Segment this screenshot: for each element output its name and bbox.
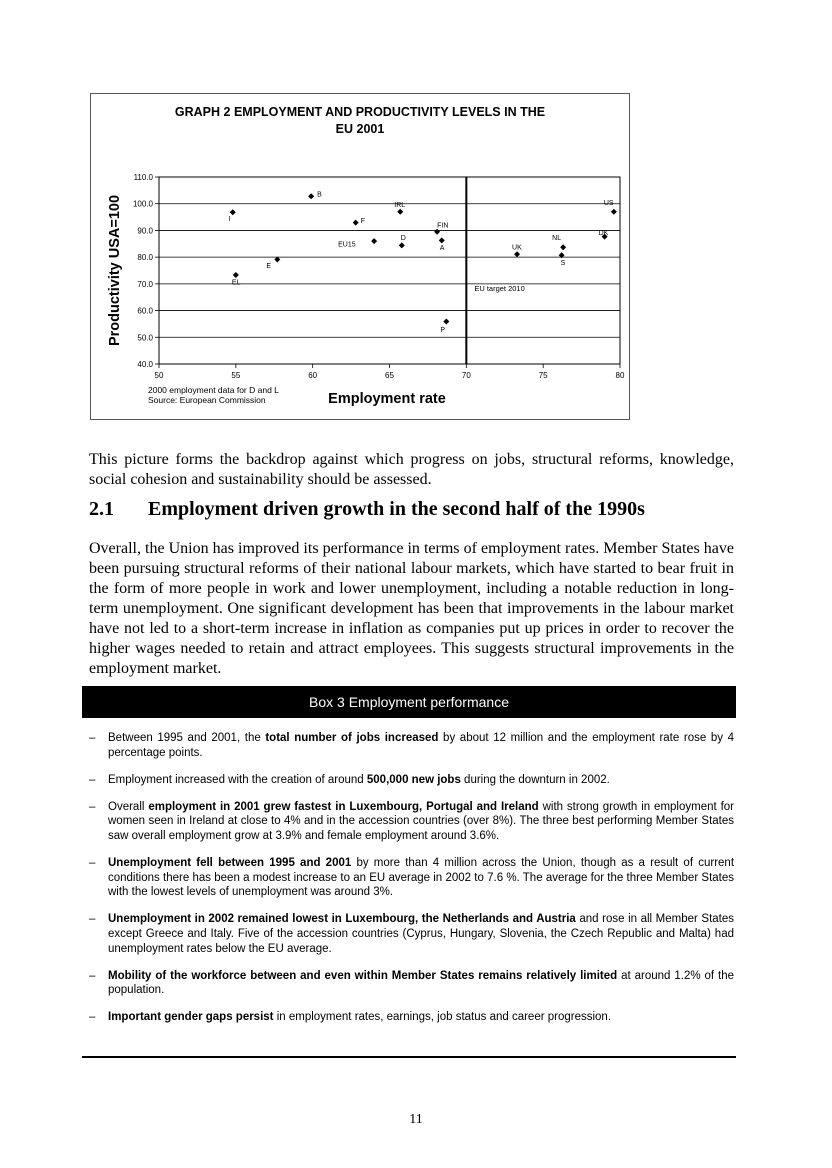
chart-notes — [148, 385, 279, 405]
item-text-bold: 500,000 new jobs — [366, 773, 461, 786]
y-tick-label: 60.0 — [137, 306, 153, 316]
chart-title-line-2: EU 2001 — [335, 122, 385, 136]
box-list-item — [89, 912, 734, 956]
box-bottom-rule — [82, 1056, 736, 1058]
point-label: NL — [552, 234, 562, 242]
item-text-post: at around 1.2% of the population. — [108, 969, 734, 997]
page-number: 11 — [409, 1112, 423, 1127]
chart-note-source: Source: European Commission — [148, 395, 266, 405]
x-tick-label: 70 — [461, 371, 471, 380]
x-tick-label: 60 — [308, 371, 318, 380]
item-text-post: with strong growth in employment for women seen in Ireland at close to 4% and in the accession countries (over 8%). The three best performing Member States saw overall employment grow at 3.9% and female employment around 3.6%. — [108, 800, 734, 842]
x-tick-label: 75 — [538, 371, 548, 380]
x-axis-title: Employment rate — [328, 391, 446, 407]
section-heading — [89, 497, 645, 521]
point-label: EL — [231, 279, 241, 287]
box-bullet-list — [89, 731, 734, 1037]
point-label: D — [400, 234, 406, 242]
item-text-post: and rose in all Member States except Greece and Italy. Five of the accession countries (Cyprus, Hungary, Slovenia, the Czech Republic and Malta) had unemployment rates below the EU average. — [108, 913, 734, 955]
y-tick-label: 40.0 — [137, 360, 153, 369]
data-point — [560, 244, 566, 250]
data-point — [230, 209, 236, 215]
target-label: EU target 2010 — [474, 284, 525, 294]
dash-bullet: – — [89, 800, 96, 813]
point-label: S — [560, 259, 566, 267]
y-tick-label: 50.0 — [137, 333, 153, 343]
data-point — [434, 229, 440, 235]
box-list-item — [89, 969, 734, 998]
scatter-chart — [90, 93, 630, 420]
item-text-bold: Unemployment fell between 1995 and 2001 — [108, 857, 352, 870]
data-point — [611, 209, 617, 215]
dash-bullet: – — [89, 969, 96, 982]
box-title: Box 3 Employment performance — [82, 686, 736, 718]
point-label: F — [360, 218, 365, 226]
item-text-pre: Employment increased with the creation of around — [108, 773, 367, 786]
item-text-pre: Between 1995 and 2001, the — [108, 732, 266, 744]
data-point — [308, 193, 314, 199]
item-text-post: by more than 4 million across the Union, though as a result of current conditions there has been a modest increase to an EU average in 2002 to 7.6 %. The average for the three Member States with the lowest levels of unemployment was around 3%. — [108, 857, 735, 899]
point-label: EU15 — [338, 241, 356, 249]
point-label: I — [228, 215, 231, 223]
item-text-bold: employment in 2001 grew fastest in Luxembourg, Portugal and Ireland — [148, 800, 539, 813]
data-point — [397, 209, 403, 215]
section-number: 2.1 — [89, 498, 114, 520]
dash-bullet: – — [89, 913, 96, 926]
y-tick-label: 70.0 — [137, 279, 153, 289]
intro-paragraph: This picture forms the backdrop against which progress on jobs, structural reforms, knowledge, social cohesion and sustainability should be assessed. — [89, 451, 734, 488]
data-point — [514, 251, 520, 257]
chart-note-data: 2000 employment data for D and L — [148, 385, 279, 395]
dash-bullet: – — [89, 1011, 96, 1024]
point-label: P — [440, 327, 446, 335]
item-text-post: during the downturn in 2002. — [460, 773, 610, 786]
item-text-post: by about 12 million and the employment rate rose by 4 percentage points. — [108, 732, 735, 759]
box-list-item — [89, 800, 734, 844]
item-text-post: in employment rates, earnings, job status and career progression. — [273, 1011, 612, 1024]
chart-title-line-1: GRAPH 2 EMPLOYMENT AND PRODUCTIVITY LEVELS IN THE — [174, 105, 546, 119]
point-label: DK — [598, 230, 609, 238]
data-point — [399, 242, 405, 248]
data-point — [371, 238, 377, 244]
x-tick-label: 65 — [385, 371, 394, 380]
y-tick-label: 90.0 — [137, 226, 153, 236]
dash-bullet: – — [89, 773, 96, 786]
item-text-bold: Important gender gaps persist — [108, 1011, 274, 1024]
data-point — [439, 237, 445, 243]
item-text-bold: Unemployment in 2002 remained lowest in Luxembourg, the Netherlands and Austria — [108, 913, 576, 926]
point-label: UK — [512, 244, 522, 252]
data-point — [233, 272, 239, 278]
section-paragraph: Overall, the Union has improved its performance in terms of employment rates. Member States have been pursuing structural reforms of their national labour markets, which have started to bear fruit in the form of more people in work and lower unemployment, including a notable reduction in long-term unemployment. One significant development has been that improvements in the labour market have not led to a short-term increase in inflation as companies put up prices in order to recover the higher wages needed to retain and attract employees. This suggests structural improvements in the employment market. — [89, 540, 734, 677]
y-tick-label: 80.0 — [137, 253, 153, 263]
point-label: US — [603, 200, 614, 208]
x-tick-label: 80 — [615, 371, 625, 380]
dash-bullet: – — [89, 857, 96, 870]
x-tick-label: 50 — [154, 371, 164, 380]
box-list-item — [89, 856, 734, 900]
x-tick-label: 55 — [231, 371, 241, 380]
item-text-bold: total number of jobs increased — [265, 732, 439, 744]
y-axis-title: Productivity USA=100 — [107, 194, 123, 347]
point-label: FIN — [437, 222, 449, 230]
box-list-item — [89, 1010, 734, 1025]
point-label: B — [317, 191, 322, 199]
point-label: IRL — [394, 202, 406, 210]
plot-area — [159, 177, 620, 364]
box-list-item — [89, 773, 734, 788]
box-list-item — [89, 731, 734, 760]
point-label: E — [266, 263, 271, 271]
dash-bullet: – — [89, 732, 96, 744]
data-point — [353, 220, 359, 226]
item-text-pre: Overall — [108, 800, 149, 813]
y-tick-label: 110.0 — [133, 173, 153, 182]
data-point — [443, 319, 449, 325]
item-text-bold: Mobility of the workforce between and even within Member States remains relatively limited — [108, 969, 618, 982]
y-tick-label: 100.0 — [132, 199, 153, 209]
point-label: A — [439, 244, 445, 252]
section-title: Employment driven growth in the second half of the 1990s — [148, 498, 645, 520]
